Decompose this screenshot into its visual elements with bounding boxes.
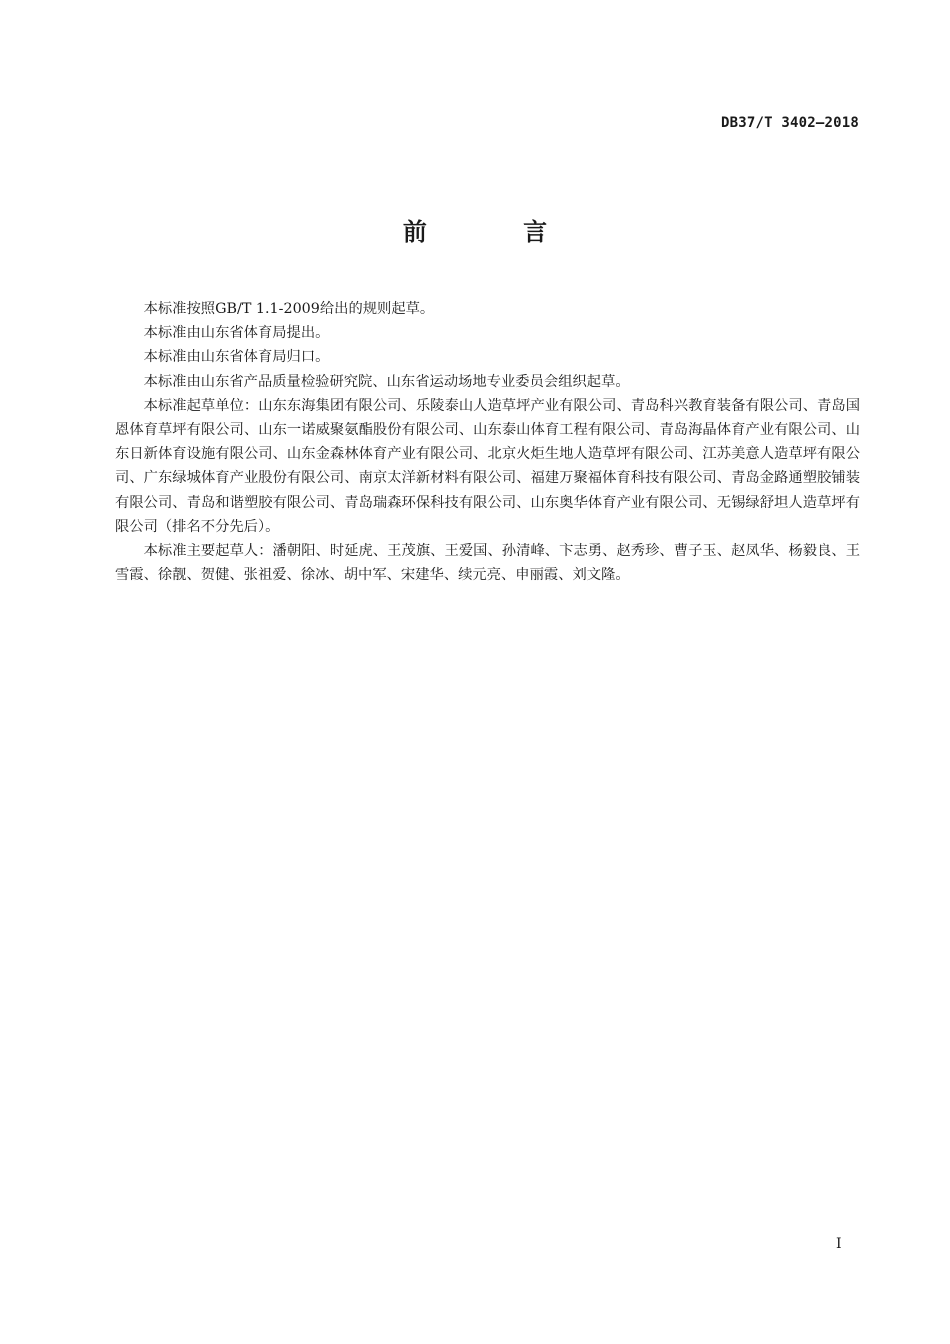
paragraph-proposed-by: 本标准由山东省体育局提出。 [143,325,330,342]
paragraph-main-drafters: 本标准主要起草人：潘朝阳、时延虎、王茂旗、王爱国、孙清峰、卞志勇、赵秀珍、曹子玉、赵凤华、杨毅良、王雪霞、徐靓、贺健、张祖爱、徐冰、胡中军、宋建华、续元亮、申丽霞、刘文隆。 [115,543,860,584]
paragraph-centralized-by: 本标准由山东省体育局归口。 [143,349,330,366]
paragraph-drafting-units: 本标准起草单位：山东东海集团有限公司、乐陵泰山人造草坪产业有限公司、青岛科兴教育装备有限公司、青岛国恩体育草坪有限公司、山东一诺威聚氨酯股份有限公司、山东泰山体育工程有限公司、青岛海晶体育产业有限公司、山东日新体育设施有限公司、山东金森林体育产业有限公司、北京火炬生地人造草坪有限公司、江苏美意人造草坪有限公司、广东绿城体育产业股份有限公司、南京太洋新材料有限公司、福建万聚福体育科技有限公司、青岛金路通塑胶铺装有限公司、青岛和谐塑胶有限公司、青岛瑞森环保科技有限公司、山东奥华体育产业有限公司、无锡绿舒坦人造草坪有限公司（排名不分先后）。 [115,397,860,535]
document-body [115,297,860,587]
standard-code: DB37/T 3402—2018 [720,115,859,131]
page-title: 前 言 [402,218,592,246]
paragraph-drafting-rules: 本标准按照GB/T 1.1-2009给出的规则起草。 [143,301,435,317]
paragraph-organized-by: 本标准由山东省产品质量检验研究院、山东省运动场地专业委员会组织起草。 [143,373,630,390]
page-number: I [836,1236,842,1252]
